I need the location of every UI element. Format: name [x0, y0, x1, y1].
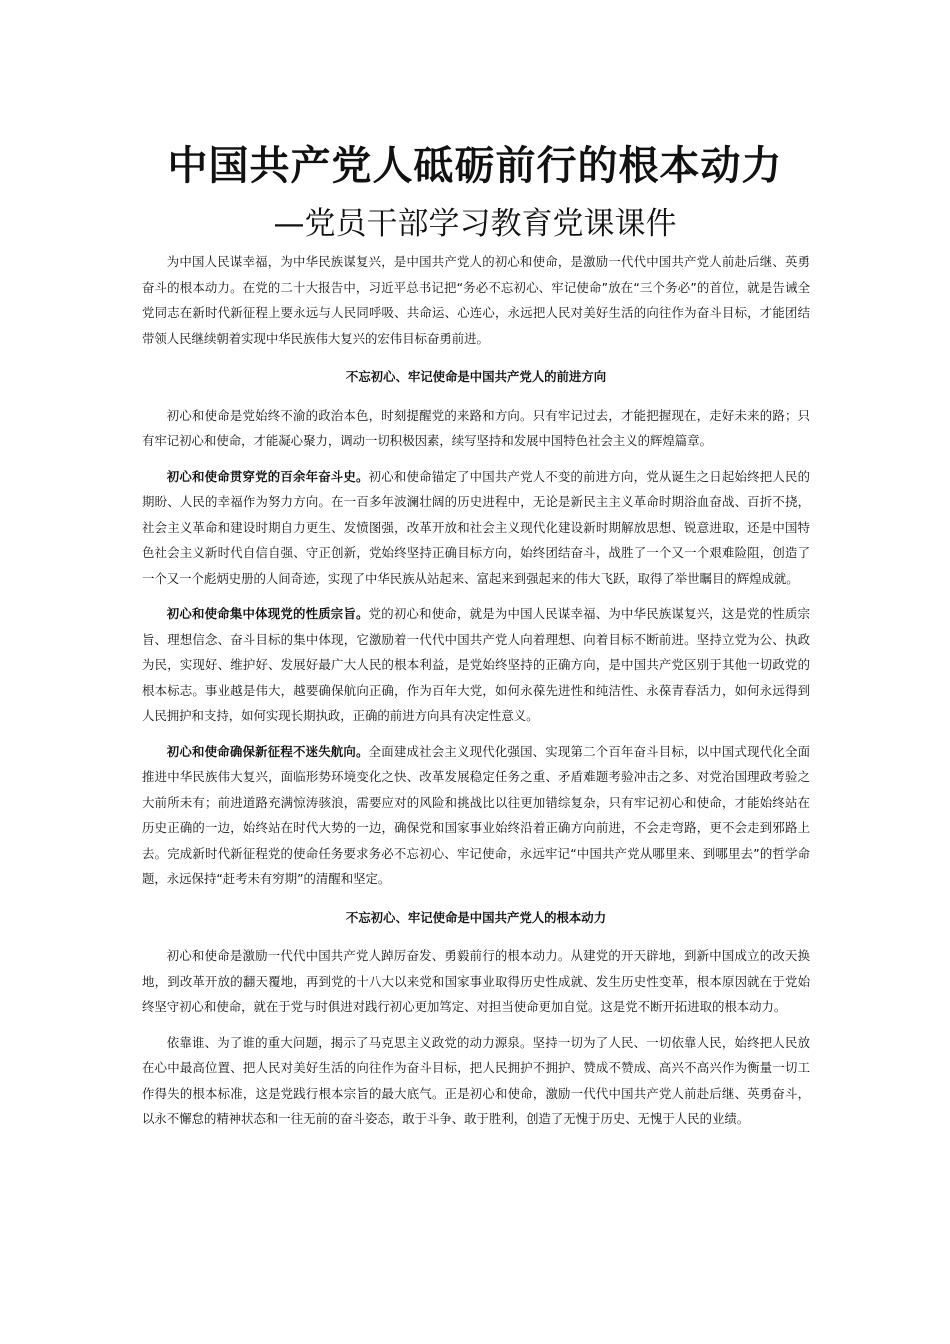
paragraph-lead: 初心和使命贯穿党的百余年奋斗史。 [166, 468, 369, 484]
document-subtitle: —党员干部学习教育党课课件 [273, 206, 677, 242]
intro-paragraph: 为中国人民谋幸福，为中华民族谋复兴，是中国共产党人的初心和使命，是激励一代代中国共产党人前赴后继、英勇奋斗的根本动力。在党的二十大报告中，习近平总书记把“务必不忘初心、牢记使命”放在“三个务必”的首位，就是告诫全党同志在新时代新征程上要永远与人民同呼吸、共命运、心连心，永远把人民对美好生活的向往作为奋斗目标，才能团结带领人民继续朝着实现中华民族伟大复兴的宏伟目标奋勇前进。 [142, 254, 810, 346]
paragraph-body: 党的初心和使命，就是为中国人民谋幸福、为中华民族谋复兴，这是党的性质宗旨、理想信念、奋斗目标的集中体现，它激励着一代代中国共产党人向着理想、向着目标不断前进。坚持立党为公、执政为民，实现好、维护好、发展好最广大人民的根本利益，是党始终坚持的正确方向，是中国共产党区别于其他一切政党的根本标志。事业越是伟大，越要确保航向正确，作为百年大党，如何永葆先进性和纯洁性、永葆青春活力，如何永远得到人民拥护和支持，如何实现长期执政，正确的前进方向具有决定性意义。 [142, 606, 811, 723]
section1-paragraph-2 [142, 464, 810, 592]
document-title: 中国共产党人砥砺前行的根本动力 [167, 143, 783, 189]
section2-paragraph-1: 初心和使命是激励一代代中国共产党人踔厉奋发、勇毅前行的根本动力。从建党的开天辟地，到新中国成立的改天换地，到改革开放的翻天覆地，再到党的十八大以来党和国家事业取得历史性成就、发生历史性变革，根本原因就在于党始终坚守初心和使命，就在于党与时俱进对践行初心更加笃定、对担当使命更加自觉。这是党不断开拓进取的根本动力。 [142, 948, 810, 1014]
paragraph-lead: 初心和使命集中体现党的性质宗旨。 [166, 606, 369, 621]
section2-paragraph-2: 依靠谁、为了谁的重大问题，揭示了马克思主义政党的动力源泉。坚持一切为了人民、一切依靠人民，始终把人民放在心中最高位置、把人民对美好生活的向往作为奋斗目标，把人民拥护不拥护、赞成不赞成、高兴不高兴作为衡量一切工作得失的根本标准，这是党践行根本宗旨的最大底气。正是初心和使命，激励一代代中国共产党人前赴后继、英勇奋斗，以永不懈怠的精神状态和一往无前的奋斗姿态，敢于斗争、敢于胜利，创造了无愧于历史、无愧于人民的业绩。 [142, 1034, 810, 1126]
paragraph-lead: 初心和使命确保新征程不迷失航向。 [166, 743, 369, 759]
section-heading-motivation: 不忘初心、牢记使命是中国共产党人的根本动力 [345, 909, 607, 925]
paragraph-body: 初心和使命锚定了中国共产党人不变的前进方向，党从诞生之日起始终把人民的期盼、人民的幸福作为努力方向。在一百多年波澜壮阔的历史进程中，无论是新民主主义革命时期浴血奋战、百折不挠，社会主义革命和建设时期自力更生、发愤图强，改革开放和社会主义现代化建设新时期解放思想、锐意进取，还是中国特色社会主义新时代自信自强、守正创新，党始终坚持正确目标方向，始终团结奋斗，战胜了一个又一个艰难险阻，创造了一个又一个彪炳史册的人间奇迹，实现了中华民族从站起来、富起来到强起来的伟大飞跃，取得了举世瞩目的辉煌成就。 [142, 468, 811, 586]
section-heading-direction: 不忘初心、牢记使命是中国共产党人的前进方向 [345, 369, 607, 384]
section1-paragraph-1: 初心和使命是党始终不渝的政治本色，时刻提醒党的来路和方向。只有牢记过去，才能把握现在，走好未来的路；只有牢记初心和使命，才能凝心聚力，调动一切积极因素，续写坚持和发展中国特色社会主义的辉煌篇章。 [142, 407, 810, 448]
section1-paragraph-4 [142, 739, 810, 892]
document-body [142, 249, 810, 1132]
section1-paragraph-3 [142, 601, 810, 729]
paragraph-body: 全面建成社会主义现代化强国、实现第二个百年奋斗目标，以中国式现代化全面推进中华民族伟大复兴，面临形势环境变化之快、改革发展稳定任务之重、矛盾难题考验冲击之多、对党治国理政考验之大前所未有；前进道路充满惊涛骇浪，需要应对的风险和挑战比以往更加错综复杂，只有牢记初心和使命，才能始终站在历史正确的一边，始终站在时代大势的一边，确保党和国家事业始终沿着正确方向前进，不会走弯路，更不会走到邪路上去。完成新时代新征程党的使命任务要求务必不忘初心、牢记使命，永远牢记“中国共产党从哪里来、到哪里去”的哲学命题，永远保持“赶考未有穷期”的清醒和坚定。 [142, 743, 811, 886]
